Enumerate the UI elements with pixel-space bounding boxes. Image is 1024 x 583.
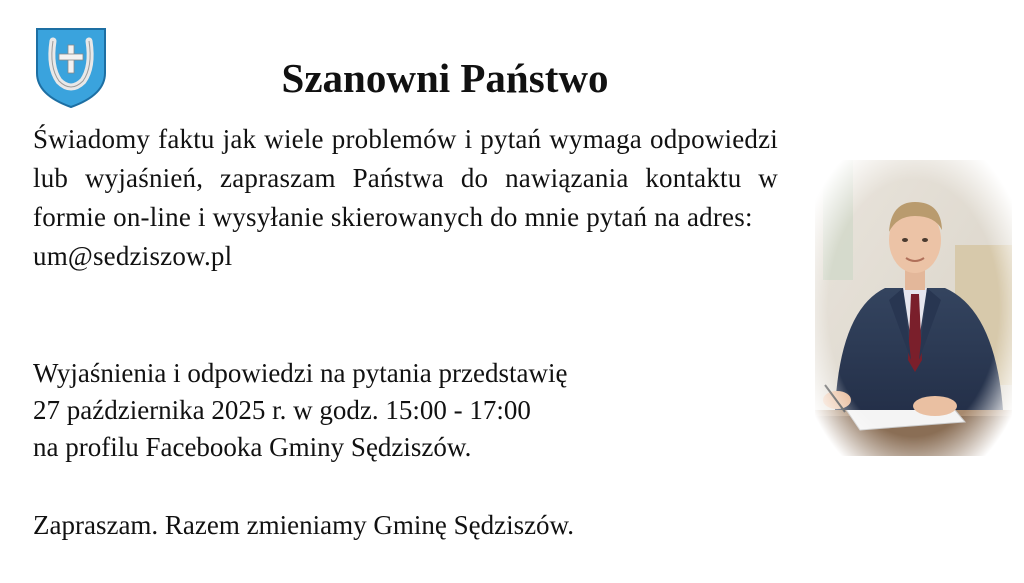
schedule-line-2: 27 października 2025 r. w godz. 15:00 - 17:00 bbox=[33, 395, 531, 425]
official-portrait-photo bbox=[815, 160, 1012, 456]
email-address[interactable]: um@sedziszow.pl bbox=[33, 241, 233, 271]
schedule-line-3: na profilu Facebooka Gminy Sędziszów. bbox=[33, 432, 472, 462]
schedule-paragraph bbox=[33, 355, 793, 466]
schedule-line-1: Wyjaśnienia i odpowiedzi na pytania przedstawię bbox=[33, 358, 568, 388]
closing-line: Zapraszam. Razem zmieniamy Gminę Sędziszów. bbox=[33, 510, 575, 540]
invitation-text: Świadomy faktu jak wiele problemów i pytań wymaga odpowiedzi lub wyjaśnień, zapraszam Państwa do nawiązania kontaktu w formie on-line i wysyłanie skierowanych do mnie pytań na adres: bbox=[33, 124, 778, 232]
invitation-paragraph bbox=[33, 120, 778, 276]
page-title: Szanowni Państwo bbox=[281, 55, 609, 101]
